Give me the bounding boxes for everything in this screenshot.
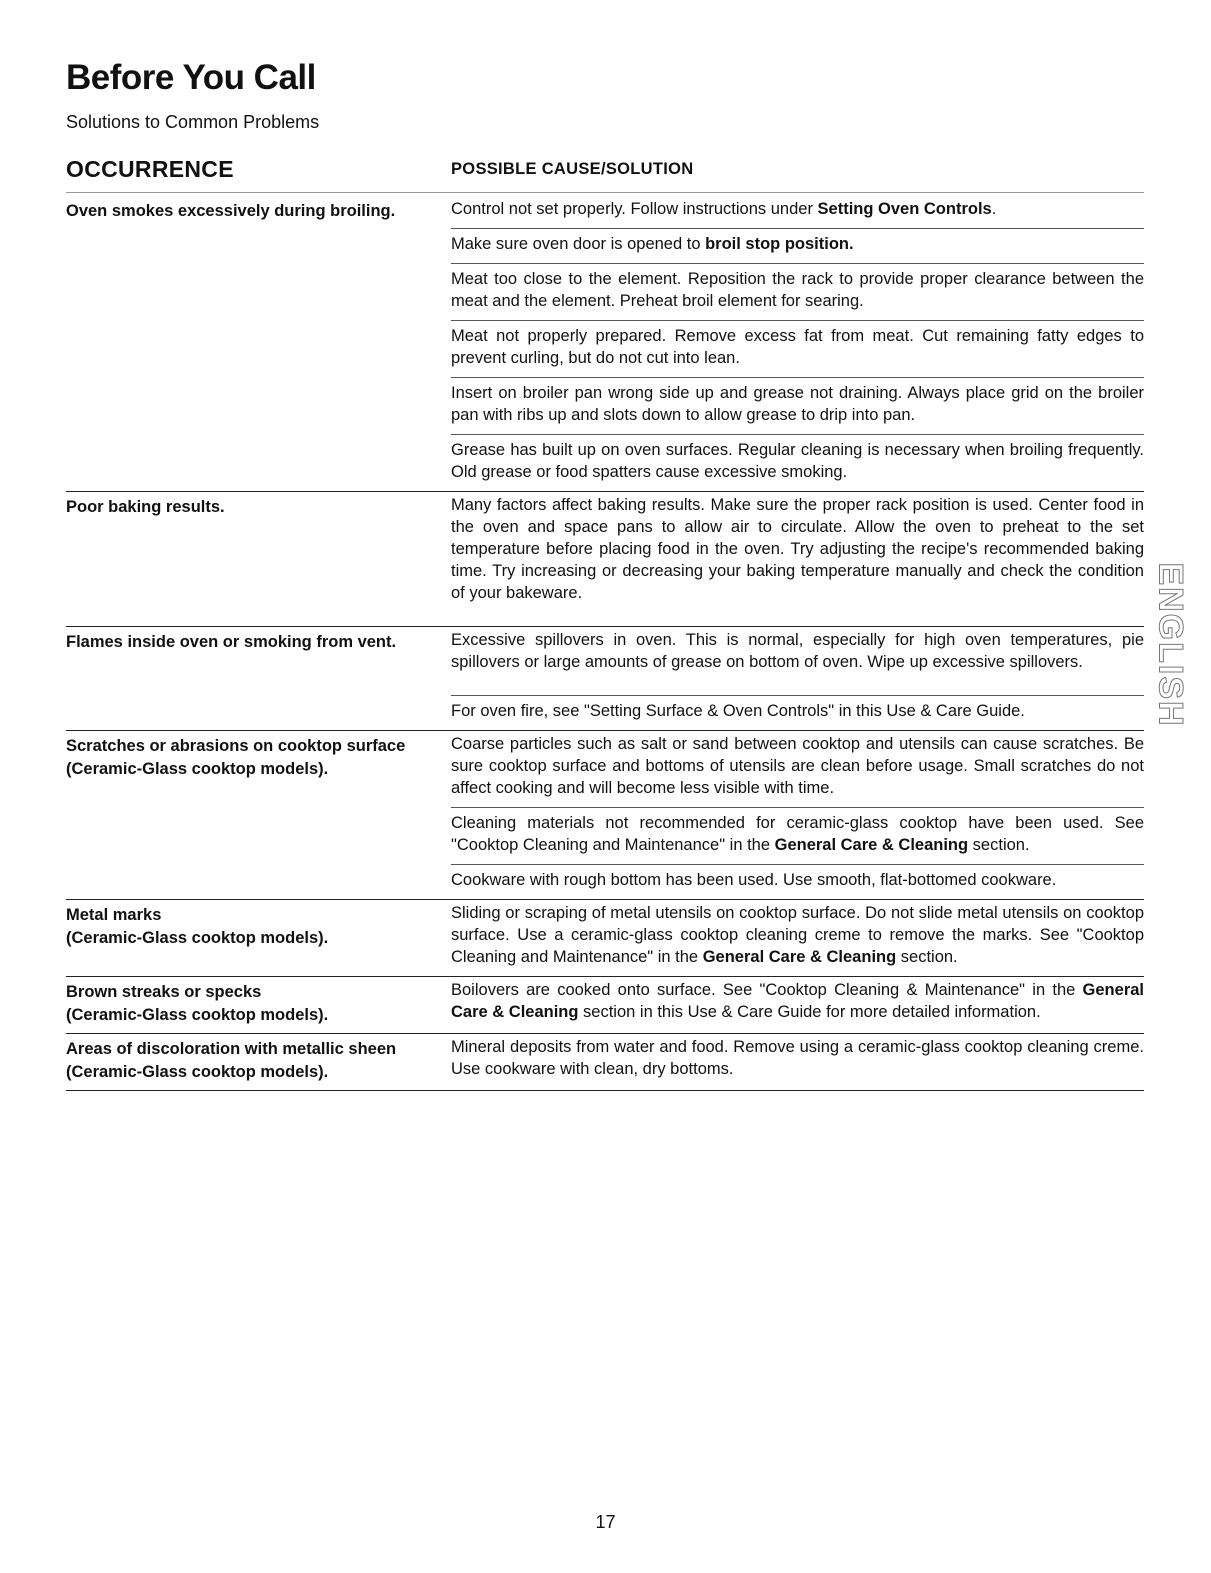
solution-paragraph	[451, 377, 1144, 434]
solution-text: Mineral deposits from water and food. Remove using a ceramic-glass cooktop cleaning creme. Use cookware with clean, dry bottoms.	[451, 1038, 1144, 1078]
solution-paragraph	[451, 1034, 1144, 1088]
occurrence-text: Brown streaks or specks	[66, 983, 262, 1001]
solution-text: Make sure oven door is opened to	[451, 235, 706, 253]
occurrence-text: (Ceramic-Glass cooktop models).	[66, 929, 329, 947]
column-headers	[66, 156, 1144, 193]
occurrence-cell	[66, 731, 451, 899]
solution-emphasis: Setting Oven Controls	[817, 200, 992, 218]
solution-emphasis: General Care & Cleaning	[451, 981, 1144, 1021]
occurrence-text: Oven smokes excessively during broiling.	[66, 202, 396, 220]
occurrence-text: Poor baking results.	[66, 498, 225, 516]
solution-paragraph	[451, 977, 1144, 1031]
solution-column-header: POSSIBLE CAUSE/SOLUTION	[451, 160, 694, 178]
solution-emphasis: General Care & Cleaning	[774, 836, 969, 854]
solution-paragraph	[451, 434, 1144, 491]
solution-text: Excessive spillovers in oven. This is normal, especially for high oven temperatures, pie spillovers or large amounts of grease on bottom of oven. Wipe up excessive spillovers.	[451, 631, 1144, 671]
solution-paragraph	[451, 864, 1144, 899]
occurrence-text: Scratches or abrasions on cooktop surface	[66, 737, 406, 755]
occurrence-cell	[66, 627, 451, 730]
solution-text: Meat not properly prepared. Remove excess fat from meat. Cut remaining fatty edges to prevent curling, but do not cut into lean.	[451, 327, 1144, 367]
occurrence-cell	[66, 1034, 451, 1090]
solution-text: section.	[896, 948, 958, 966]
table-row	[66, 1034, 1144, 1091]
solution-paragraph	[451, 263, 1144, 320]
occurrence-text: Metal marks	[66, 906, 162, 924]
solution-text: Grease has built up on oven surfaces. Regular cleaning is necessary when broiling frequently. Old grease or food spatters cause excessive smoking.	[451, 441, 1144, 481]
page-subtitle: Solutions to Common Problems	[66, 112, 320, 132]
language-side-tab	[1148, 562, 1192, 728]
table-row	[66, 196, 1144, 492]
occurrence-column-header: OCCURRENCE	[66, 156, 234, 182]
table-row	[66, 900, 1144, 977]
solution-paragraph	[451, 731, 1144, 807]
solution-text: Sliding or scraping of metal utensils on cooktop surface. Do not slide metal utensils on cooktop surface. Use a ceramic-glass cooktop cleaning creme to remove the marks. See "Cooktop Cleaning and Maintenance" in the	[451, 904, 1144, 966]
solution-paragraph	[451, 492, 1144, 626]
occurrence-text: (Ceramic-Glass cooktop models).	[66, 1006, 329, 1024]
table-row	[66, 731, 1144, 900]
solution-text: For oven fire, see "Setting Surface & Oven Controls" in this Use & Care Guide.	[451, 702, 1025, 720]
page-number: 17	[595, 1512, 616, 1532]
solution-text: Cleaning materials not recommended for ceramic-glass cooktop have been used. See "Cooktop Cleaning and Maintenance" in the	[451, 814, 1144, 854]
solution-text: Boilovers are cooked onto surface. See "Cooktop Cleaning & Maintenance" in the	[451, 981, 1083, 999]
occurrence-text: Flames inside oven or smoking from vent.	[66, 633, 397, 651]
occurrence-cell	[66, 977, 451, 1033]
solution-paragraph	[451, 196, 1144, 228]
solution-cell	[451, 977, 1144, 1033]
table-row	[66, 977, 1144, 1034]
occurrence-cell	[66, 492, 451, 626]
solution-cell	[451, 492, 1144, 626]
occurrence-text: Areas of discoloration with metallic sheen	[66, 1040, 397, 1058]
solution-cell	[451, 731, 1144, 899]
occurrence-text: (Ceramic-Glass cooktop models).	[66, 1063, 329, 1081]
solution-emphasis: broil stop position.	[705, 235, 854, 253]
solution-text: Coarse particles such as salt or sand between cooktop and utensils can cause scratches. Be sure cooktop surface and bottoms of utensils are clean before usage. Small scratches do not affect cooking and will become less visible with time.	[451, 735, 1144, 797]
solution-emphasis: General Care & Cleaning	[702, 948, 897, 966]
solution-text: Insert on broiler pan wrong side up and grease not draining. Always place grid on the broiler pan with ribs up and slots down to allow grease to drip into pan.	[451, 384, 1144, 424]
language-side-tab-label: ENGLISH	[1151, 562, 1190, 728]
troubleshooting-table	[66, 196, 1144, 1091]
solution-text: Many factors affect baking results. Make sure the proper rack position is used. Center food in the oven and space pans to allow air to circulate. Allow the oven to preheat to the set temperature before placing food in the oven. Try adjusting the recipe's recommended baking time. Try increasing or decreasing your baking temperature manually and check the condition of your bakeware.	[451, 496, 1144, 602]
solution-text: .	[991, 200, 997, 218]
solution-cell	[451, 196, 1144, 491]
solution-paragraph	[451, 807, 1144, 864]
solution-text: section.	[968, 836, 1030, 854]
solution-text: section in this Use & Care Guide for more detailed information.	[578, 1003, 1041, 1021]
solution-cell	[451, 627, 1144, 730]
solution-paragraph	[451, 228, 1144, 263]
page-title: Before You Call	[66, 58, 316, 97]
solution-paragraph	[451, 900, 1144, 976]
table-row	[66, 627, 1144, 731]
solution-paragraph	[451, 627, 1144, 695]
solution-text: Meat too close to the element. Reposition the rack to provide proper clearance between the meat and the element. Preheat broil element for searing.	[451, 270, 1144, 310]
solution-paragraph	[451, 695, 1144, 730]
occurrence-text: (Ceramic-Glass cooktop models).	[66, 760, 329, 778]
solution-cell	[451, 900, 1144, 976]
solution-cell	[451, 1034, 1144, 1090]
solution-text: Cookware with rough bottom has been used. Use smooth, flat-bottomed cookware.	[451, 871, 1057, 889]
occurrence-cell	[66, 196, 451, 491]
solution-paragraph	[451, 320, 1144, 377]
table-row	[66, 492, 1144, 627]
occurrence-cell	[66, 900, 451, 976]
solution-text: Control not set properly. Follow instructions under	[451, 200, 818, 218]
